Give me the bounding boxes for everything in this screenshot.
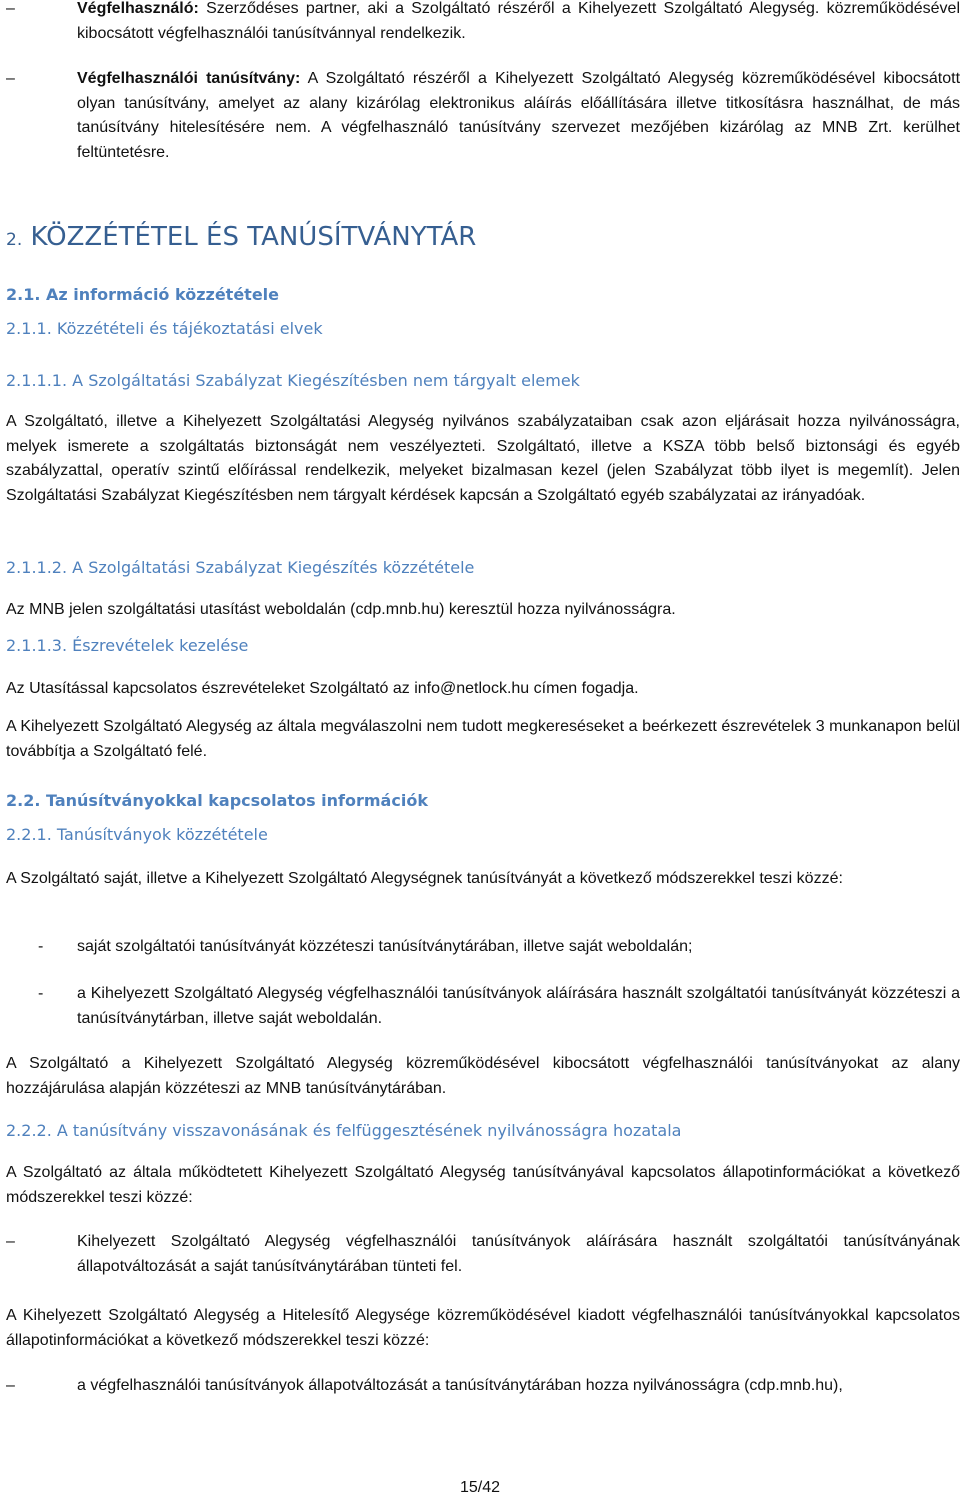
list-dash: – bbox=[6, 1233, 15, 1250]
list-dash: - bbox=[38, 985, 44, 1002]
heading-number: 2.1.1.3. bbox=[6, 636, 68, 655]
page-number: 15/42 bbox=[459, 1479, 501, 1496]
section-title: KÖZZÉTÉTEL ÉS TANÚSÍTVÁNYTÁR bbox=[30, 222, 477, 252]
list-item-text: Kihelyezett Szolgáltató Alegység végfelhasználói tanúsítványok aláírására használt szolgáltatói tanúsítványának állapotváltozását a saját tanúsítványtárában tünteti fel. bbox=[77, 1233, 960, 1275]
definition-term: Végfelhasználói tanúsítvány: bbox=[77, 70, 301, 87]
list-item bbox=[6, 935, 960, 960]
subsection-heading-2-2 bbox=[6, 790, 960, 812]
subsection-heading-2-2-1 bbox=[6, 824, 960, 846]
paragraph: A Szolgáltató a Kihelyezett Szolgáltató Alegység közreműködésével kibocsátott végfelhasználói tanúsítványokat az alany hozzájárulása alapján közzéteszi az MNB tanúsítványtárában. bbox=[6, 1055, 960, 1097]
list-item bbox=[6, 982, 960, 1031]
subsection-heading-2-1-1-1 bbox=[6, 370, 960, 392]
heading-title: Tanúsítványok közzététele bbox=[56, 825, 268, 844]
list-item-text: a végfelhasználói tanúsítványok állapotváltozását a tanúsítványtárában hozza nyilvánosságra (cdp.mnb.hu), bbox=[77, 1377, 843, 1394]
list-item-text: saját szolgáltatói tanúsítványát közzéteszi tanúsítványtárában, illetve saját weboldalán; bbox=[77, 938, 693, 955]
subsection-heading-2-1 bbox=[6, 284, 960, 306]
heading-title: Tanúsítványokkal kapcsolatos információk bbox=[46, 791, 428, 810]
list-item bbox=[6, 1374, 960, 1399]
definition-item-enduser bbox=[6, 0, 960, 46]
section-number: 2. bbox=[6, 230, 23, 250]
paragraph: A Kihelyezett Szolgáltató Alegység a Hitelesítő Alegysége közreműködésével kiadott végfelhasználói tanúsítványokkal kapcsolatos állapotinformációkat a következő módszerekkel teszi közzé: bbox=[6, 1307, 960, 1349]
definition-text: A Szolgáltató részéről a Kihelyezett Szolgáltató Alegység közreműködésével kibocsátott olyan tanúsítvány, amelyet az alany kizárólag elektronikus aláírás előállítására illetve titkosításra használhat, de más tanúsítvány hitelesítésére nem. A végfelhasználó tanúsítvány szervezet mezőjében kizárólag az MNB Zrt. kerülhet feltüntetésre. bbox=[77, 70, 960, 161]
list-item-text: a Kihelyezett Szolgáltató Alegység végfelhasználói tanúsítványok aláírására használt szolgáltatói tanúsítványát közzéteszi a tanúsítványtárban, illetve saját weboldalán. bbox=[77, 985, 960, 1027]
heading-title: Észrevételek kezelése bbox=[72, 636, 249, 655]
definition-text: Szerződéses partner, aki a Szolgáltató részéről a Kihelyezett Szolgáltató Alegység. közreműködésével kibocsátott végfelhasználói tanúsítvánnyal rendelkezik. bbox=[77, 0, 960, 42]
section-heading-2 bbox=[6, 222, 960, 255]
paragraph: Az MNB jelen szolgáltatási utasítást weboldalán (cdp.mnb.hu) keresztül hozza nyilvánosságra. bbox=[6, 601, 676, 618]
list-dash: – bbox=[6, 1377, 15, 1394]
list-item bbox=[6, 1230, 960, 1279]
heading-title: A Szolgáltatási Szabályzat Kiegészítésben nem tárgyalt elemek bbox=[72, 371, 580, 390]
paragraph: A Szolgáltató az általa működtetett Kihelyezett Szolgáltató Alegység tanúsítványával kapcsolatos állapotinformációkat a következő módszerekkel teszi közzé: bbox=[6, 1164, 960, 1206]
subsection-heading-2-1-1-2 bbox=[6, 557, 960, 579]
subsection-heading-2-1-1 bbox=[6, 318, 960, 340]
list-dash: – bbox=[6, 0, 15, 17]
paragraph: A Szolgáltató, illetve a Kihelyezett Szolgáltatási Alegység nyilvános szabályzataiban csak azon eljárásait hozza nyilvánosságra, melyek ismerete a szolgáltatás biztonságát nem veszélyezteti. Szolgáltató, illetve a KSZA több belső biztonsági és egyéb szabályzattal, operatív szintű előírással rendelkezik, melyeket bizalmasan kezel (jelen Szabályzat több ilyet is megemlít). Jelen Szolgáltatási Szabályzat Kiegészítésben nem tárgyalt kérdések kapcsán a Szolgáltató egyéb szabályzatai az irányadóak. bbox=[6, 413, 960, 504]
paragraph: Az Utasítással kapcsolatos észrevételeket Szolgáltató az info@netlock.hu címen fogadja. bbox=[6, 680, 639, 697]
heading-number: 2.2.1. bbox=[6, 825, 52, 844]
list-dash: – bbox=[6, 70, 15, 87]
heading-number: 2.2. bbox=[6, 791, 41, 810]
heading-title: Közzétételi és tájékoztatási elvek bbox=[56, 319, 323, 338]
heading-title: Az információ közzététele bbox=[46, 285, 279, 304]
heading-number: 2.2.2. bbox=[6, 1121, 52, 1140]
subsection-heading-2-1-1-3 bbox=[6, 635, 960, 657]
paragraph: A Kihelyezett Szolgáltató Alegység az általa megválaszolni nem tudott megkereséseket a beérkezett észrevételek 3 munkanapon belül továbbítja a Szolgáltató felé. bbox=[6, 718, 960, 760]
definition-term: Végfelhasználó: bbox=[77, 0, 199, 17]
heading-number: 2.1.1. bbox=[6, 319, 52, 338]
list-dash: - bbox=[38, 938, 44, 955]
paragraph: A Szolgáltató saját, illetve a Kihelyezett Szolgáltató Alegységnek tanúsítványát a következő módszerekkel teszi közzé: bbox=[6, 870, 843, 887]
heading-title: A tanúsítvány visszavonásának és felfüggesztésének nyilvánosságra hozatala bbox=[56, 1121, 682, 1140]
heading-number: 2.1.1.2. bbox=[6, 558, 68, 577]
subsection-heading-2-2-2 bbox=[6, 1120, 960, 1142]
heading-number: 2.1. bbox=[6, 285, 41, 304]
definition-item-enduser-cert bbox=[6, 67, 960, 165]
heading-title: A Szolgáltatási Szabályzat Kiegészítés közzététele bbox=[72, 558, 475, 577]
heading-number: 2.1.1.1. bbox=[6, 371, 68, 390]
